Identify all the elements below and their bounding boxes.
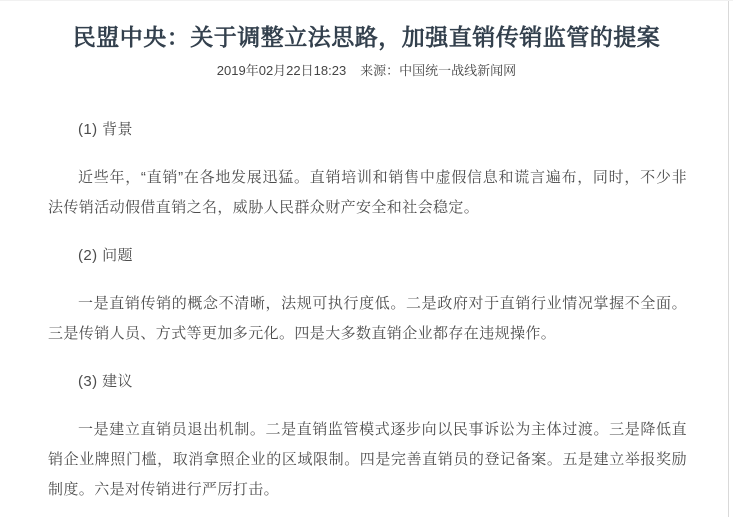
section-1-paragraph: 近些年，“直销”在各地发展迅猛。直销培训和销售中虚假信息和谎言遍布，同时，不少非法传销活动假借直销之名，威胁人民群众财产安全和社会稳定。 xyxy=(48,169,687,216)
publish-datetime: 2019年02月22日18:23 xyxy=(216,63,347,78)
right-edge-rule xyxy=(728,1,729,517)
article-meta xyxy=(0,63,733,79)
section-2-heading: (2) 问题 xyxy=(78,247,133,264)
article-title: 民盟中央：关于调整立法思路，加强直销传销监管的提案 xyxy=(72,24,661,50)
section-2-paragraph: 一是直销传销的概念不清晰，法规可执行度低。二是政府对于直销行业情况掌握不全面。三是传销人员、方式等更加多元化。四是大多数直销企业都存在违规操作。 xyxy=(48,295,687,342)
section-3-paragraph: 一是建立直销员退出机制。二是直销监管模式逐步向以民事诉讼为主体过渡。三是降低直销企业牌照门槛，取消拿照企业的区域限制。四是完善直销员的登记备案。五是建立举报奖励制度。六是对传销进行严厉打击。 xyxy=(48,421,687,498)
article-source: 来源：中国统一战线新闻网 xyxy=(360,63,517,78)
section-1-heading: (1) 背景 xyxy=(78,121,133,138)
article-content xyxy=(0,115,733,505)
section-3-heading: (3) 建议 xyxy=(78,373,133,390)
